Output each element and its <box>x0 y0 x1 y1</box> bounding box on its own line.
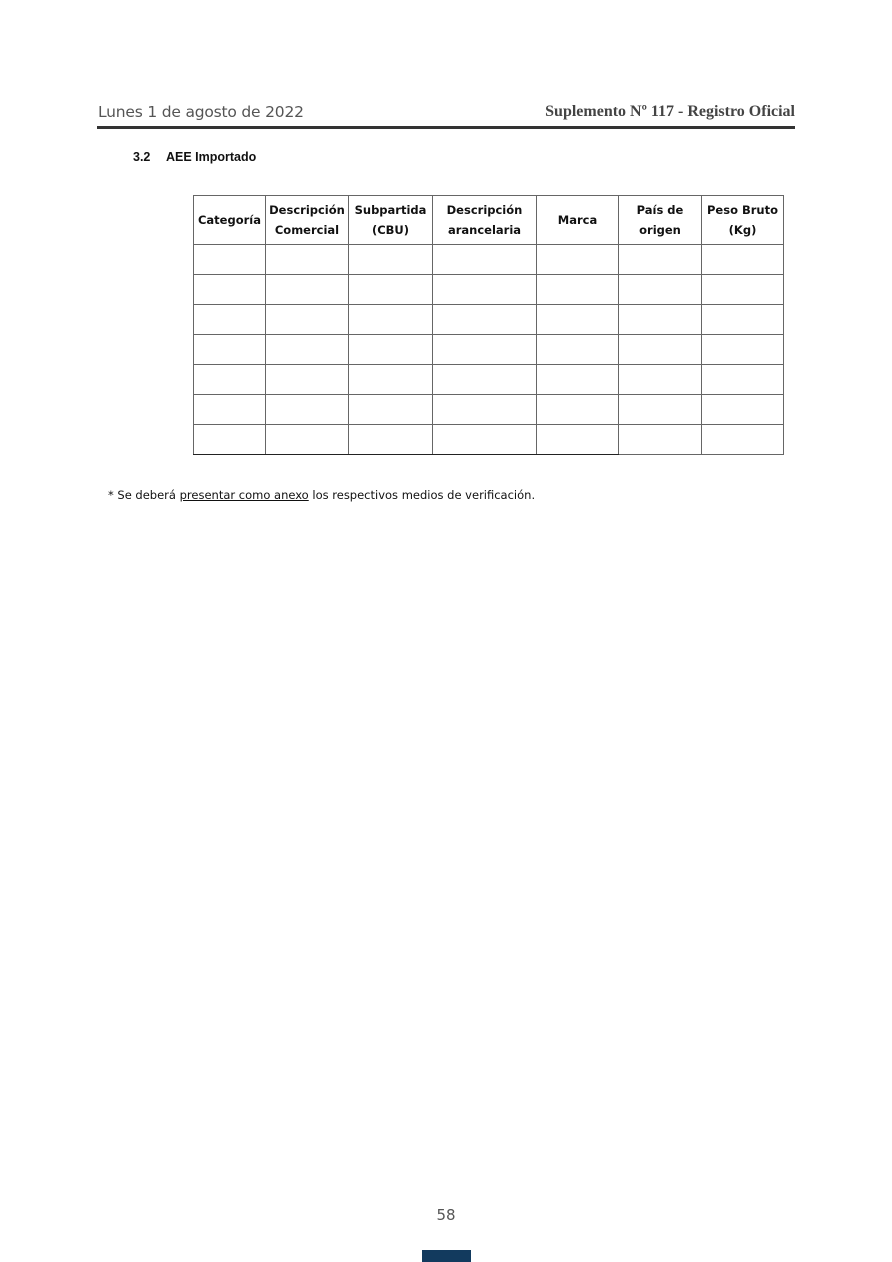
table-cell <box>349 425 433 455</box>
table-cell <box>537 365 619 395</box>
table-cell <box>266 365 349 395</box>
table-cell <box>619 245 702 275</box>
table-cell <box>702 335 784 365</box>
table-cell <box>349 245 433 275</box>
header-date: Lunes 1 de agosto de 2022 <box>98 103 304 121</box>
table-row <box>194 365 784 395</box>
table-cell <box>266 305 349 335</box>
column-header: País de origen <box>619 196 702 245</box>
import-table <box>193 195 784 455</box>
table-cell <box>266 395 349 425</box>
table-cell <box>266 425 349 455</box>
table-cell <box>349 365 433 395</box>
table-cell <box>619 335 702 365</box>
table-row <box>194 335 784 365</box>
table-cell <box>266 245 349 275</box>
table-cell <box>433 365 537 395</box>
table-cell <box>537 335 619 365</box>
column-header: Peso Bruto (Kg) <box>702 196 784 245</box>
table-cell <box>433 395 537 425</box>
table-cell <box>194 245 266 275</box>
table-cell <box>433 305 537 335</box>
table-cell <box>349 305 433 335</box>
column-header: Subpartida (CBU) <box>349 196 433 245</box>
section-title: AEE Importado <box>166 150 257 164</box>
table-cell <box>702 305 784 335</box>
page-number: 58 <box>436 1206 456 1224</box>
table-cell <box>433 425 537 455</box>
table-cell <box>194 395 266 425</box>
section-number: 3.2 <box>133 150 151 164</box>
header-rule <box>97 126 795 129</box>
table-row <box>194 305 784 335</box>
footnote-underlined: presentar como anexo <box>179 488 309 502</box>
table-cell <box>537 425 619 455</box>
table-cell <box>194 335 266 365</box>
table-cell <box>194 305 266 335</box>
table-cell <box>537 305 619 335</box>
page-accent-bar <box>422 1250 471 1262</box>
table-cell <box>537 395 619 425</box>
column-header: Descripción arancelaria <box>433 196 537 245</box>
table-cell <box>433 335 537 365</box>
table-row <box>194 275 784 305</box>
table-row <box>194 245 784 275</box>
table-cell <box>266 275 349 305</box>
table-cell <box>619 275 702 305</box>
table-cell <box>619 305 702 335</box>
footnote: * Se deberá presentar como anexo los respectivos medios de verificación. <box>108 488 536 502</box>
table-cell <box>194 425 266 455</box>
table-cell <box>619 395 702 425</box>
table-cell <box>349 335 433 365</box>
table-cell <box>619 365 702 395</box>
table-cell <box>537 245 619 275</box>
table-cell <box>537 275 619 305</box>
table-cell <box>702 425 784 455</box>
table-body <box>194 245 784 455</box>
table-cell <box>702 245 784 275</box>
table-header-row <box>194 196 784 245</box>
column-header: Categoría <box>194 196 266 245</box>
table-cell <box>702 275 784 305</box>
section-heading <box>133 150 256 164</box>
table-cell <box>433 275 537 305</box>
column-header: Marca <box>537 196 619 245</box>
table-cell <box>266 335 349 365</box>
table-cell <box>619 425 702 455</box>
table-cell <box>194 365 266 395</box>
table-cell <box>194 275 266 305</box>
table-cell <box>349 395 433 425</box>
column-header: Descripción Comercial <box>266 196 349 245</box>
table-row <box>194 425 784 455</box>
table-row <box>194 395 784 425</box>
table-cell <box>433 245 537 275</box>
table-cell <box>702 395 784 425</box>
header-publication: Suplemento Nº 117 - Registro Oficial <box>545 103 795 120</box>
table-cell <box>702 365 784 395</box>
table-cell <box>349 275 433 305</box>
